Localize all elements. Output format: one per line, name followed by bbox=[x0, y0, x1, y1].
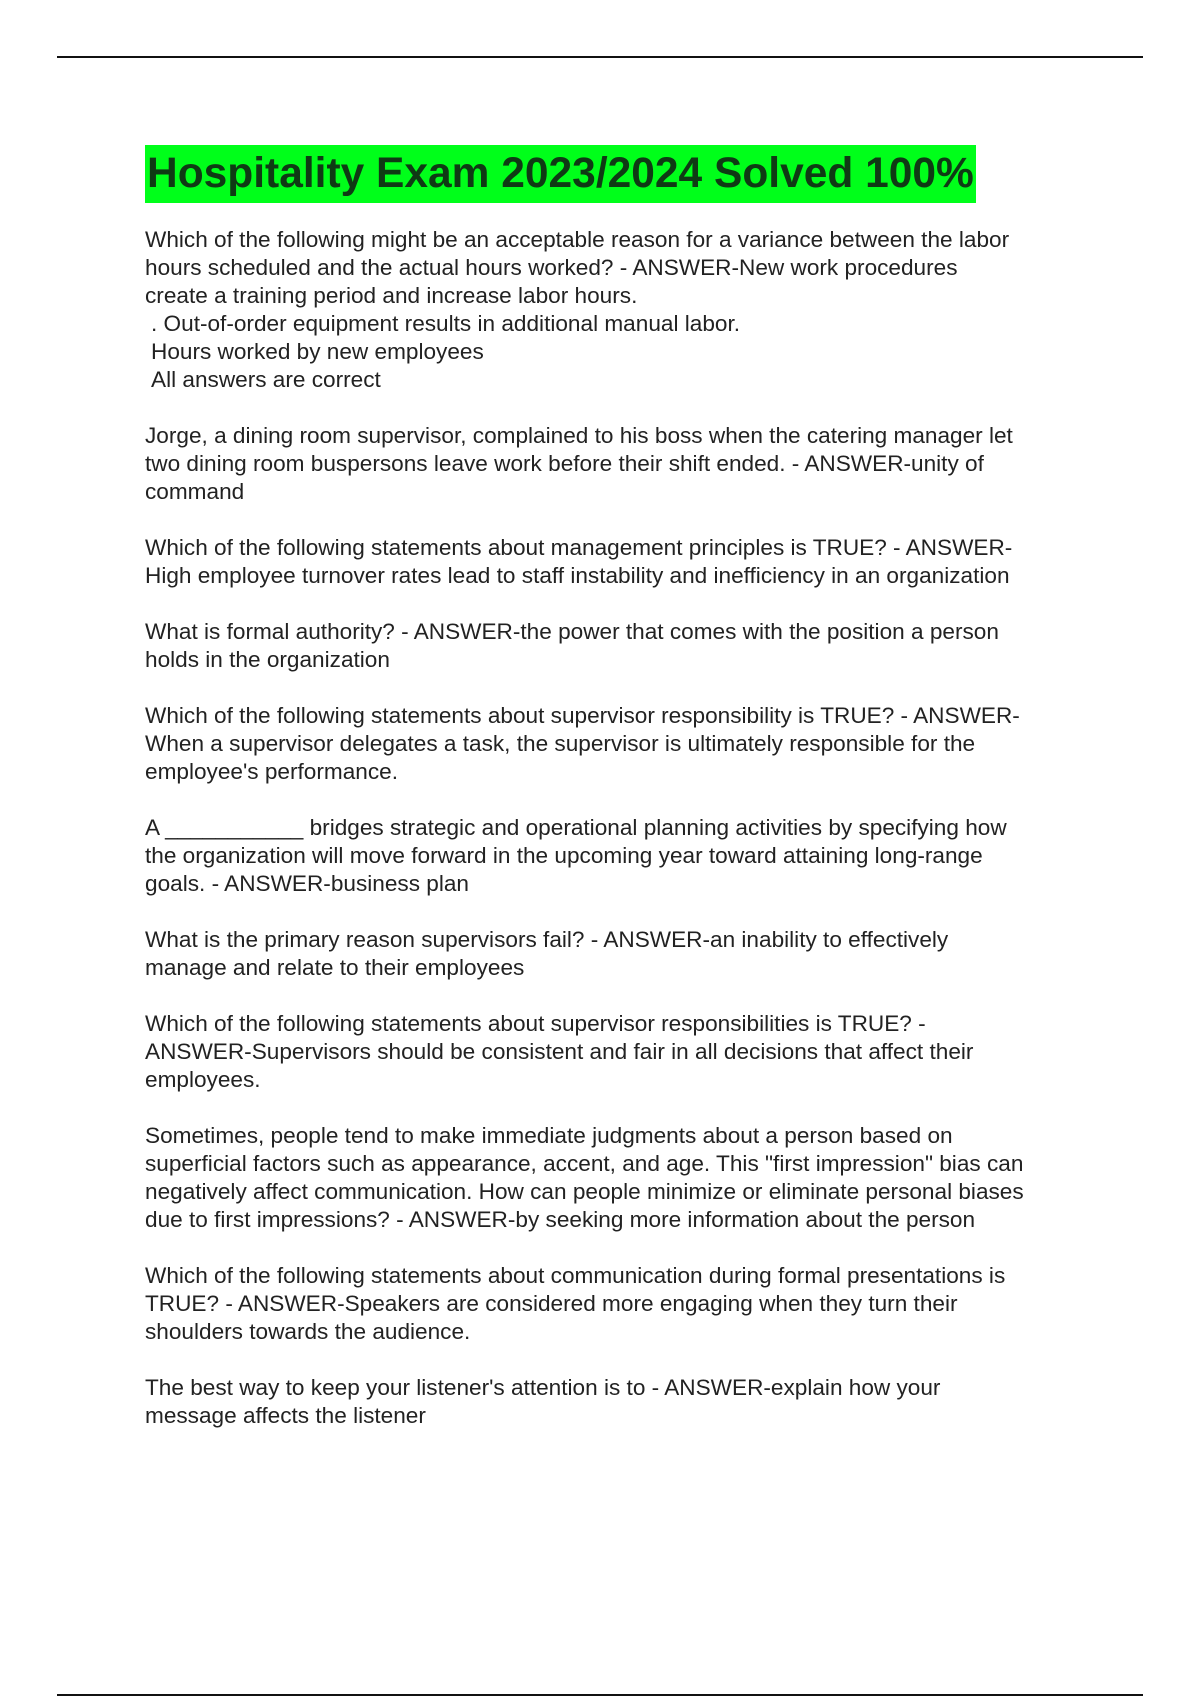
qa-option-line: Hours worked by new employees bbox=[151, 339, 484, 364]
qa-text-line: Sometimes, people tend to make immediate judgments about a person based on bbox=[145, 1123, 953, 1148]
top-rule bbox=[57, 56, 1143, 58]
qa-text-line: shoulders towards the audience. bbox=[145, 1319, 471, 1344]
qa-text-line: Which of the following statements about communication during formal presentations is bbox=[145, 1263, 1006, 1288]
qa-text-line: Which of the following statements about supervisor responsibilities is TRUE? - bbox=[145, 1011, 926, 1036]
qa-item bbox=[145, 1010, 1085, 1094]
qa-text-line: goals. - ANSWER-business plan bbox=[145, 871, 469, 896]
qa-option-line: All answers are correct bbox=[151, 367, 381, 392]
qa-item bbox=[145, 814, 1085, 898]
qa-item bbox=[145, 534, 1085, 590]
qa-text-line: Which of the following statements about supervisor responsibility is TRUE? - ANSWER- bbox=[145, 703, 1020, 728]
bottom-rule bbox=[57, 1694, 1143, 1696]
qa-text-line: High employee turnover rates lead to staff instability and inefficiency in an organization bbox=[145, 563, 1010, 588]
qa-item bbox=[145, 422, 1085, 506]
qa-item bbox=[145, 1122, 1085, 1234]
qa-text-line: negatively affect communication. How can people minimize or eliminate personal biases bbox=[145, 1179, 1024, 1204]
qa-option-line: . Out-of-order equipment results in additional manual labor. bbox=[151, 311, 741, 336]
qa-text-line: The best way to keep your listener's attention is to - ANSWER-explain how your bbox=[145, 1375, 941, 1400]
qa-text-line: manage and relate to their employees bbox=[145, 955, 525, 980]
qa-text-line: Which of the following statements about management principles is TRUE? - ANSWER- bbox=[145, 535, 1013, 560]
qa-text-line: holds in the organization bbox=[145, 647, 390, 672]
qa-item bbox=[145, 926, 1085, 982]
qa-item bbox=[145, 1262, 1085, 1346]
qa-item bbox=[145, 618, 1085, 674]
qa-text-line: What is the primary reason supervisors fail? - ANSWER-an inability to effectively bbox=[145, 927, 949, 952]
qa-text-line: create a training period and increase labor hours. bbox=[145, 283, 638, 308]
qa-text-line: What is formal authority? - ANSWER-the power that comes with the position a person bbox=[145, 619, 999, 644]
qa-text-line: hours scheduled and the actual hours worked? - ANSWER-New work procedures bbox=[145, 255, 958, 280]
qa-text-line: the organization will move forward in the upcoming year toward attaining long-range bbox=[145, 843, 983, 868]
qa-text-line: ANSWER-Supervisors should be consistent and fair in all decisions that affect their bbox=[145, 1039, 974, 1064]
qa-text-line: superficial factors such as appearance, accent, and age. This "first impression" bias can bbox=[145, 1151, 1024, 1176]
qa-text-line: employee's performance. bbox=[145, 759, 398, 784]
qa-item bbox=[145, 226, 1085, 394]
qa-list bbox=[145, 226, 1085, 1430]
qa-item bbox=[145, 702, 1085, 786]
qa-text-line: message affects the listener bbox=[145, 1403, 426, 1428]
qa-text-line: A ___________ bridges strategic and operational planning activities by specifying how bbox=[145, 815, 1007, 840]
document-title: Hospitality Exam 2023/2024 Solved 100% bbox=[145, 145, 976, 203]
qa-text-line: When a supervisor delegates a task, the supervisor is ultimately responsible for the bbox=[145, 731, 976, 756]
qa-text-line: due to first impressions? - ANSWER-by seeking more information about the person bbox=[145, 1207, 976, 1232]
qa-item bbox=[145, 1374, 1085, 1430]
qa-text-line: Which of the following might be an acceptable reason for a variance between the labor bbox=[145, 227, 1010, 252]
qa-text-line: Jorge, a dining room supervisor, complained to his boss when the catering manager let bbox=[145, 423, 1013, 448]
document-body bbox=[145, 145, 1085, 1458]
qa-text-line: command bbox=[145, 479, 245, 504]
qa-text-line: TRUE? - ANSWER-Speakers are considered more engaging when they turn their bbox=[145, 1291, 958, 1316]
qa-text-line: employees. bbox=[145, 1067, 261, 1092]
qa-text-line: two dining room buspersons leave work before their shift ended. - ANSWER-unity of bbox=[145, 451, 984, 476]
